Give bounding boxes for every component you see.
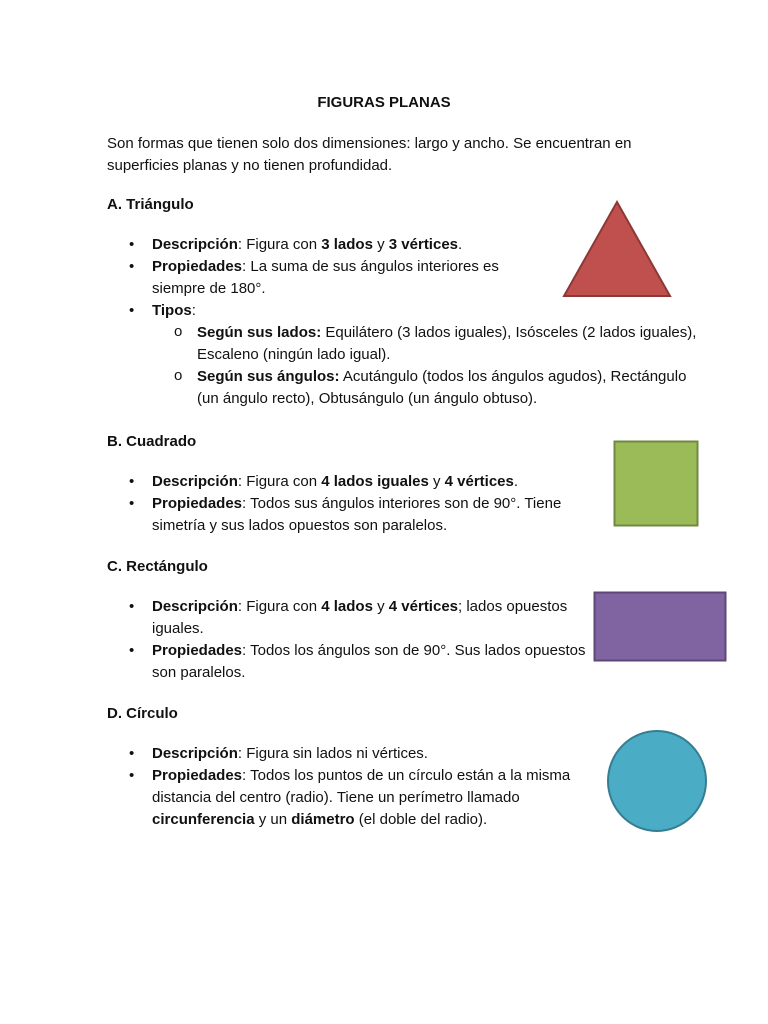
list-item: o Según sus ángulos: Acutángulo (todos los ángulos agudos), Rectángulo (un ángulo recto), Obtusángulo (un ángulo obtuso).: [152, 366, 697, 410]
intro-paragraph: Son formas que tienen solo dos dimensiones: largo y ancho. Se encuentran en superficies planas y no tienen profundidad.: [107, 135, 632, 174]
list-item: • Propiedades: Todos los ángulos son de 90°. Sus lados opuestos son paralelos.: [107, 640, 587, 684]
triangle-bullet-list: [107, 234, 527, 322]
list-item: • Propiedades: Todos los puntos de un círculo están a la misma distancia del centro (radio). Tiene un perímetro llamado circunferencia y un diámetro (el doble del radio).: [107, 765, 597, 831]
square-shape: [613, 440, 699, 528]
list-item: • Propiedades: La suma de sus ángulos interiores es siempre de 180°.: [107, 256, 527, 300]
section-heading-square: B. Cuadrado: [107, 433, 197, 450]
sides-label: Según sus lados:: [197, 324, 322, 341]
list-item: • Propiedades: Todos sus ángulos interiores son de 90°. Tiene simetría y sus lados opuestos son paralelos.: [107, 493, 587, 537]
list-item: • Descripción: Figura con 4 lados iguales y 4 vértices.: [107, 471, 587, 493]
properties-label: Propiedades: [152, 767, 243, 784]
rectangle-bullet-list: [107, 596, 587, 684]
list-item: • Descripción: Figura sin lados ni vértices.: [107, 743, 597, 765]
list-item: • Tipos:: [107, 300, 527, 322]
circle-fill: [608, 731, 706, 831]
page-title: FIGURAS PLANAS: [317, 94, 451, 111]
list-item: • Descripción: Figura con 4 lados y 4 vértices; lados opuestos iguales.: [107, 596, 587, 640]
rectangle-fill: [595, 593, 726, 661]
properties-label: Propiedades: [152, 258, 243, 275]
section-heading-circle: D. Círculo: [107, 705, 178, 722]
properties-label: Propiedades: [152, 495, 243, 512]
description-label: Descripción: [152, 473, 238, 490]
description-label: Descripción: [152, 598, 238, 615]
properties-label: Propiedades: [152, 642, 243, 659]
rectangle-shape: [593, 591, 727, 663]
angles-label: Según sus ángulos:: [197, 368, 340, 385]
list-item: o Según sus lados: Equilátero (3 lados iguales), Isósceles (2 lados iguales), Escaleno (ningún lado igual).: [152, 322, 697, 366]
list-item: • Descripción: Figura con 3 lados y 3 vértices.: [107, 234, 527, 256]
circle-shape: [605, 728, 709, 834]
triangle-shape: [560, 198, 674, 300]
description-label: Descripción: [152, 236, 238, 253]
square-fill: [615, 442, 698, 526]
description-label: Descripción: [152, 745, 238, 762]
triangle-types-list: [152, 322, 697, 410]
square-bullet-list: [107, 471, 587, 537]
section-heading-rectangle: C. Rectángulo: [107, 558, 208, 575]
types-label: Tipos: [152, 302, 192, 319]
triangle-fill: [564, 202, 670, 296]
section-heading-triangle: A. Triángulo: [107, 196, 194, 213]
circle-bullet-list: [107, 743, 597, 831]
